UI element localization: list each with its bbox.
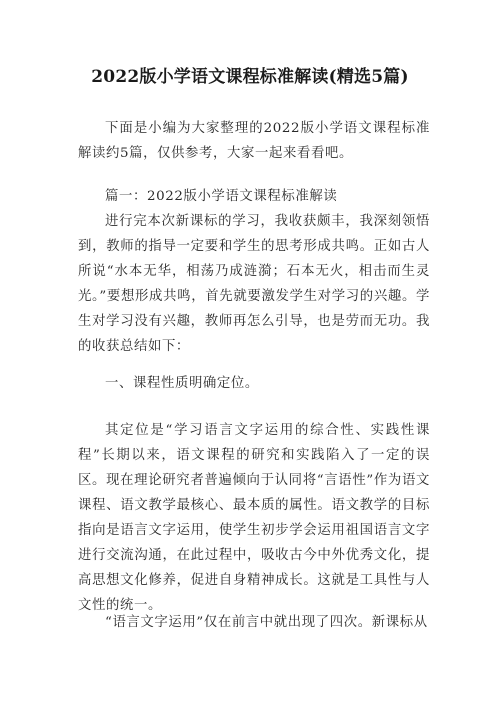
intro-paragraph: 下面是小编为大家整理的2022版小学语文课程标准解读约5篇，仅供参考，大家一起来看看吧。 — [78, 121, 430, 161]
body-paragraph: 其定位是“学习语言文字运用的综合性、实践性课程”长期以来，语文课程的研究和实践陷入了一定的误区。现在理论研究者普遍倾向于认同将“言语性”作为语文课程、语文教学最核心、最本质的属性。语文教学的目标指向是语言文字运用，使学生初步学会运用祖国语言文字进行交流沟通，在此过程中，吸收古今中外优秀文化，提高思想文化修养，促进自身精神成长。这就是工具性与人文性的统一。 — [78, 423, 430, 613]
section-body-paragraph: 进行完本次新课标的学习，我收获颇丰，我深刻领悟到，教师的指导一定要和学生的思考形成共鸣。正如古人所说“水本无华，相荡乃成涟漪；石本无火，相击而生灵光。”要想形成共鸣，首先就要激发学生对学习的兴趣。学生对学习没有兴趣，教师再怎么引导，也是劳而无功。我的收获总结如下： — [78, 214, 430, 354]
body-paragraph-continued: “语言文字运用”仅在前言中就出现了四次。新课标从 — [105, 615, 428, 630]
document-title: 2022版小学语文课程标准解读(精选5篇) — [91, 67, 409, 87]
subheading: 一、课程性质明确定位。 — [105, 376, 259, 391]
section-heading: 篇一：2022版小学语文课程标准解读 — [105, 189, 338, 204]
